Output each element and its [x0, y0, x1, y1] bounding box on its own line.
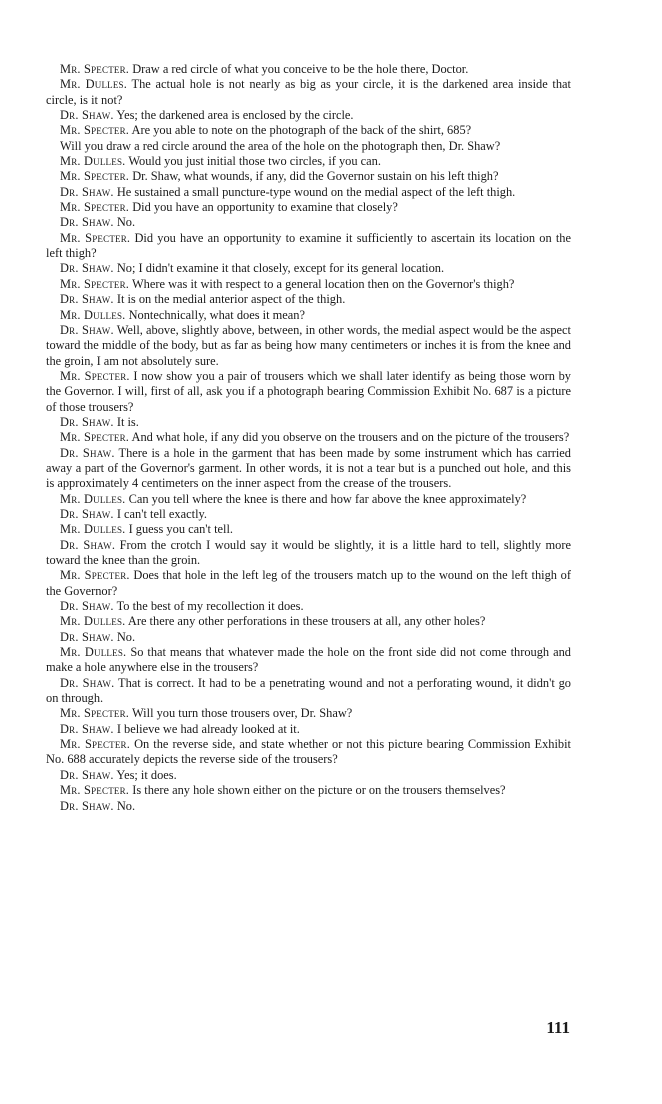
transcript-paragraph — [46, 369, 571, 415]
speech-text: There is a hole in the garment that has been made by some instrument which has carried away a part of the Governor's garment. In other words, it is not a tear but is a punched out hole, and this is approximately 4 centimeters on the inner aspect from the crease of the trousers. — [46, 445, 571, 491]
page-number: 111 — [546, 1018, 570, 1037]
speech-text: Does that hole in the left leg of the trousers match up to the wound on the left thigh of the Governor? — [46, 568, 571, 598]
speaker-name: Mr. Specter. — [60, 706, 130, 721]
speech-text: Are there any other perforations in these trousers at all, any other holes? — [125, 614, 486, 629]
transcript-paragraph — [46, 139, 571, 154]
speaker-name: Mr. Specter. — [60, 123, 130, 138]
speaker-name: Mr. Specter. — [60, 200, 130, 215]
speech-text: No. — [113, 215, 136, 230]
speaker-name: Mr. Dulles. — [60, 77, 128, 92]
speaker-name: Dr. Shaw. — [60, 414, 114, 429]
transcript-paragraph — [46, 768, 571, 783]
transcript-paragraph — [46, 492, 571, 507]
speech-text: And what hole, if any did you observe on the trousers and on the picture of the trousers? — [129, 430, 570, 445]
speech-text: Dr. Shaw, what wounds, if any, did the Governor sustain on his left thigh? — [129, 169, 499, 184]
speaker-name: Dr. Shaw. — [60, 675, 115, 690]
speech-text: That is correct. It had to be a penetrating wound and not a perforating wound, it didn't go on through. — [46, 675, 571, 706]
transcript-paragraph — [46, 538, 571, 569]
speech-text: To the best of my recollection it does. — [113, 599, 304, 614]
speaker-name: Mr. Specter. — [60, 62, 130, 76]
speaker-name: Dr. Shaw. — [60, 215, 114, 230]
speaker-name: Mr. Specter. — [60, 276, 130, 291]
transcript-paragraph — [46, 614, 571, 629]
transcript-paragraph — [46, 261, 571, 276]
speech-text: Will you turn those trousers over, Dr. Shaw? — [129, 706, 353, 721]
speech-text: From the crotch I would say it would be slightly, it is a little hard to tell, slightly more toward the knee than the groin. — [46, 537, 571, 567]
speech-text: So that means that whatever made the hole on the front side did not come through and make a hole anywhere else in the trousers? — [46, 645, 571, 675]
speech-text: It is. — [113, 414, 139, 429]
transcript-paragraph — [46, 722, 571, 737]
speaker-name: Mr. Dulles. — [60, 614, 126, 629]
transcript-paragraph — [46, 123, 571, 138]
speaker-name: Dr. Shaw. — [60, 798, 114, 813]
speech-text: No. — [113, 629, 136, 644]
speaker-name: Mr. Specter. — [60, 368, 130, 383]
speaker-name: Dr. Shaw. — [60, 506, 114, 521]
speaker-name: Dr. Shaw. — [60, 322, 114, 337]
transcript-paragraph — [46, 737, 571, 768]
transcript-paragraph — [46, 277, 571, 292]
transcript-paragraph — [46, 323, 571, 369]
speech-text: Draw a red circle of what you conceive to be the hole there, Doctor. — [129, 62, 469, 76]
speech-text: Nontechnically, what does it mean? — [125, 307, 305, 322]
speaker-name: Mr. Specter. — [60, 783, 130, 798]
speech-text: Yes; it does. — [113, 767, 177, 782]
speech-text: Well, above, slightly above, between, in other words, the medial aspect would be the aspect toward the middle of the body, but as far as being how many centimeters or inches it is from the knee and the groin, I am not absolutely sure. — [46, 322, 571, 368]
speech-text: Is there any hole shown either on the picture or on the trousers themselves? — [129, 783, 506, 798]
speech-text: The actual hole is not nearly as big as your circle, it is the darkened area inside that circle, is it not? — [46, 77, 571, 107]
speaker-name: Dr. Shaw. — [60, 767, 114, 782]
transcript-paragraph — [46, 231, 571, 262]
speaker-name: Dr. Shaw. — [60, 629, 114, 644]
speech-text: It is on the medial anterior aspect of the thigh. — [113, 292, 346, 307]
speech-text: Would you just initial those two circles, if you can. — [125, 154, 381, 169]
speaker-name: Mr. Dulles. — [60, 154, 126, 169]
speech-text: No. — [113, 798, 136, 813]
speaker-name: Mr. Dulles. — [60, 522, 126, 537]
speaker-name: Mr. Specter. — [60, 568, 130, 583]
speaker-name: Mr. Dulles. — [60, 491, 126, 506]
speaker-name: Dr. Shaw. — [60, 292, 114, 307]
speech-text: I now show you a pair of trousers which we shall later identify as being those worn by the Governor. I will, first of all, ask you if a photograph bearing Commission Exhibit No. 687 is a picture of those trousers? — [46, 368, 572, 414]
speech-text: I believe we had already looked at it. — [113, 721, 300, 736]
speech-text: I can't tell exactly. — [113, 506, 207, 521]
transcript-paragraph — [46, 599, 571, 614]
speech-text: Will you draw a red circle around the area of the hole on the photograph then, Dr. Shaw? — [60, 138, 501, 153]
transcript-paragraph — [46, 200, 571, 215]
transcript-paragraph — [46, 169, 571, 184]
speech-text: No; I didn't examine it that closely, except for its general location. — [113, 261, 445, 276]
speech-text: Are you able to note on the photograph of the back of the shirt, 685? — [129, 123, 472, 138]
speech-text: On the reverse side, and state whether or not this picture bearing Commission Exhibit No. 688 accurately depicts the reverse side of the trousers? — [46, 737, 571, 767]
transcript-paragraph — [46, 77, 571, 108]
transcript-paragraph — [46, 783, 571, 798]
transcript-paragraph — [46, 308, 571, 323]
transcript-paragraph — [46, 154, 571, 169]
transcript-paragraph — [46, 446, 571, 492]
transcript-paragraph — [46, 630, 571, 645]
speaker-name: Dr. Shaw. — [60, 184, 114, 199]
speaker-name: Dr. Shaw. — [60, 261, 114, 276]
transcript-paragraph — [46, 62, 571, 77]
transcript-paragraph — [46, 507, 571, 522]
transcript-paragraph — [46, 568, 571, 599]
speech-text: Where was it with respect to a general location then on the Governor's thigh? — [129, 276, 515, 291]
speaker-name: Mr. Specter. — [60, 737, 131, 752]
transcript-paragraph — [46, 185, 571, 200]
transcript-paragraph — [46, 415, 571, 430]
speaker-name: Dr. Shaw. — [60, 108, 114, 123]
speaker-name: Mr. Dulles. — [60, 645, 127, 660]
speech-text: I guess you can't tell. — [125, 522, 233, 537]
speech-text: He sustained a small puncture-type wound on the medial aspect of the left thigh. — [113, 184, 516, 199]
speech-text: Did you have an opportunity to examine it sufficiently to ascertain its location on the left thigh? — [46, 230, 572, 261]
speaker-name: Mr. Dulles. — [60, 307, 126, 322]
transcript-paragraph — [46, 676, 571, 707]
transcript-paragraph — [46, 215, 571, 230]
speaker-name: Mr. Specter. — [60, 430, 130, 445]
speaker-name: Mr. Specter. — [60, 230, 131, 245]
speaker-name: Dr. Shaw. — [60, 599, 114, 614]
speaker-name: Dr. Shaw. — [60, 537, 116, 552]
speaker-name: Dr. Shaw. — [60, 445, 115, 460]
transcript-paragraph — [46, 522, 571, 537]
transcript-body — [46, 62, 571, 814]
speech-text: Did you have an opportunity to examine that closely? — [129, 200, 398, 215]
transcript-paragraph — [46, 645, 571, 676]
speech-text: Can you tell where the knee is there and how far above the knee approximately? — [125, 491, 527, 506]
transcript-paragraph — [46, 430, 571, 445]
speaker-name: Dr. Shaw. — [60, 721, 114, 736]
transcript-paragraph — [46, 706, 571, 721]
speaker-name: Mr. Specter. — [60, 169, 130, 184]
speech-text: Yes; the darkened area is enclosed by the circle. — [113, 108, 354, 123]
transcript-paragraph — [46, 799, 571, 814]
transcript-paragraph — [46, 108, 571, 123]
transcript-paragraph — [46, 292, 571, 307]
